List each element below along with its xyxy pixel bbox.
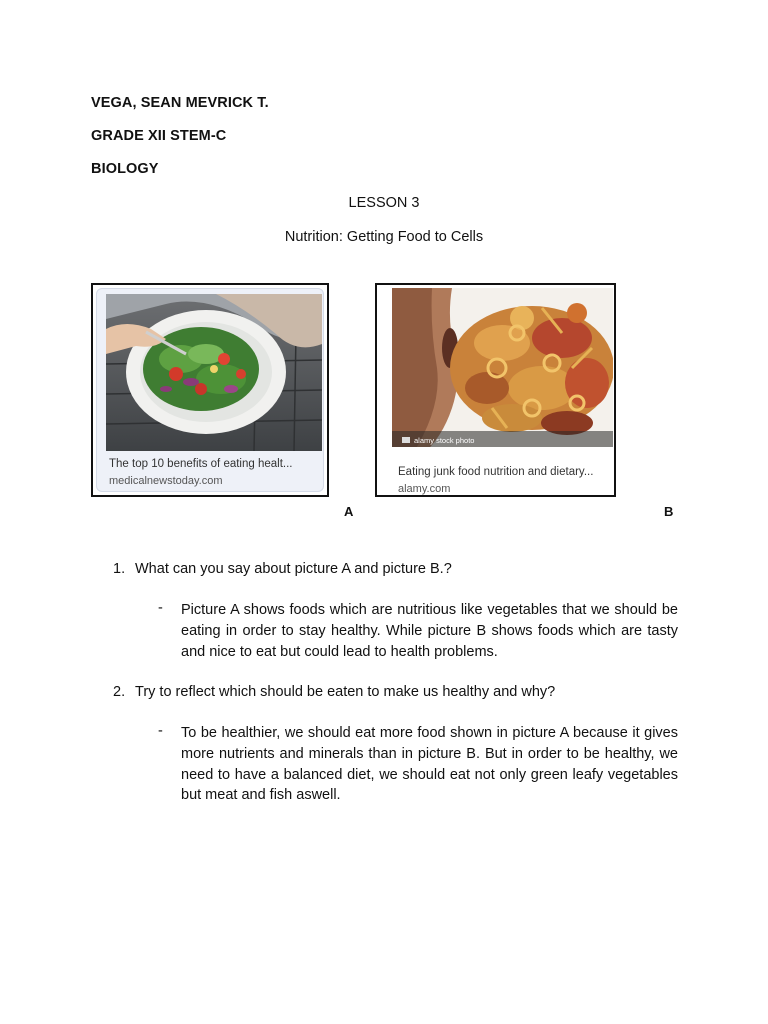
figure-b-source[interactable]: alamy.com (398, 483, 451, 495)
student-name: VEGA, SEAN MEVRICK T. (91, 95, 269, 111)
figure-b-result (380, 288, 611, 495)
lesson-title: Nutrition: Getting Food to Cells (284, 229, 484, 245)
figure-a-caption[interactable]: The top 10 benefits of eating healt... (109, 458, 293, 470)
question-1-number: 1. (113, 561, 126, 577)
grade-section: GRADE XII STEM-C (91, 128, 227, 144)
figure-a-card (91, 283, 329, 497)
figure-a-result (96, 288, 324, 492)
answer-1-text: Picture A shows foods which are nutritious like vegetables that we should be eating in order to stay healthy. While picture B shows foods which are tasty and nice to eat but could lead to health problems. (181, 602, 678, 660)
answer-1-dash: - (158, 600, 163, 616)
lesson-number: LESSON 3 (348, 195, 420, 211)
answer-2-text: To be healthier, we should eat more food shown in picture A because it gives more nutrients and minerals than in picture B. But in order to be healthy, we need to have a balanced diet, we should eat not only green leafy vegetables but meat and fish aswell. (181, 725, 678, 804)
figure-b-caption[interactable]: Eating junk food nutrition and dietary... (398, 466, 594, 478)
subject: BIOLOGY (91, 161, 159, 177)
question-1-text: What can you say about picture A and picture B.? (135, 561, 452, 577)
figure-a-source[interactable]: medicalnewstoday.com (109, 475, 223, 487)
answer-2-dash: - (158, 723, 163, 739)
figure-a-label: A (344, 504, 354, 519)
alamy-watermark: alamy stock photo (414, 436, 475, 445)
junk-food-image (392, 288, 613, 455)
question-2-text: Try to reflect which should be eaten to make us healthy and why? (135, 684, 556, 700)
question-2-number: 2. (113, 684, 126, 700)
figure-b-card (375, 283, 616, 497)
figure-b-label: B (664, 504, 674, 519)
salad-image (106, 294, 322, 451)
